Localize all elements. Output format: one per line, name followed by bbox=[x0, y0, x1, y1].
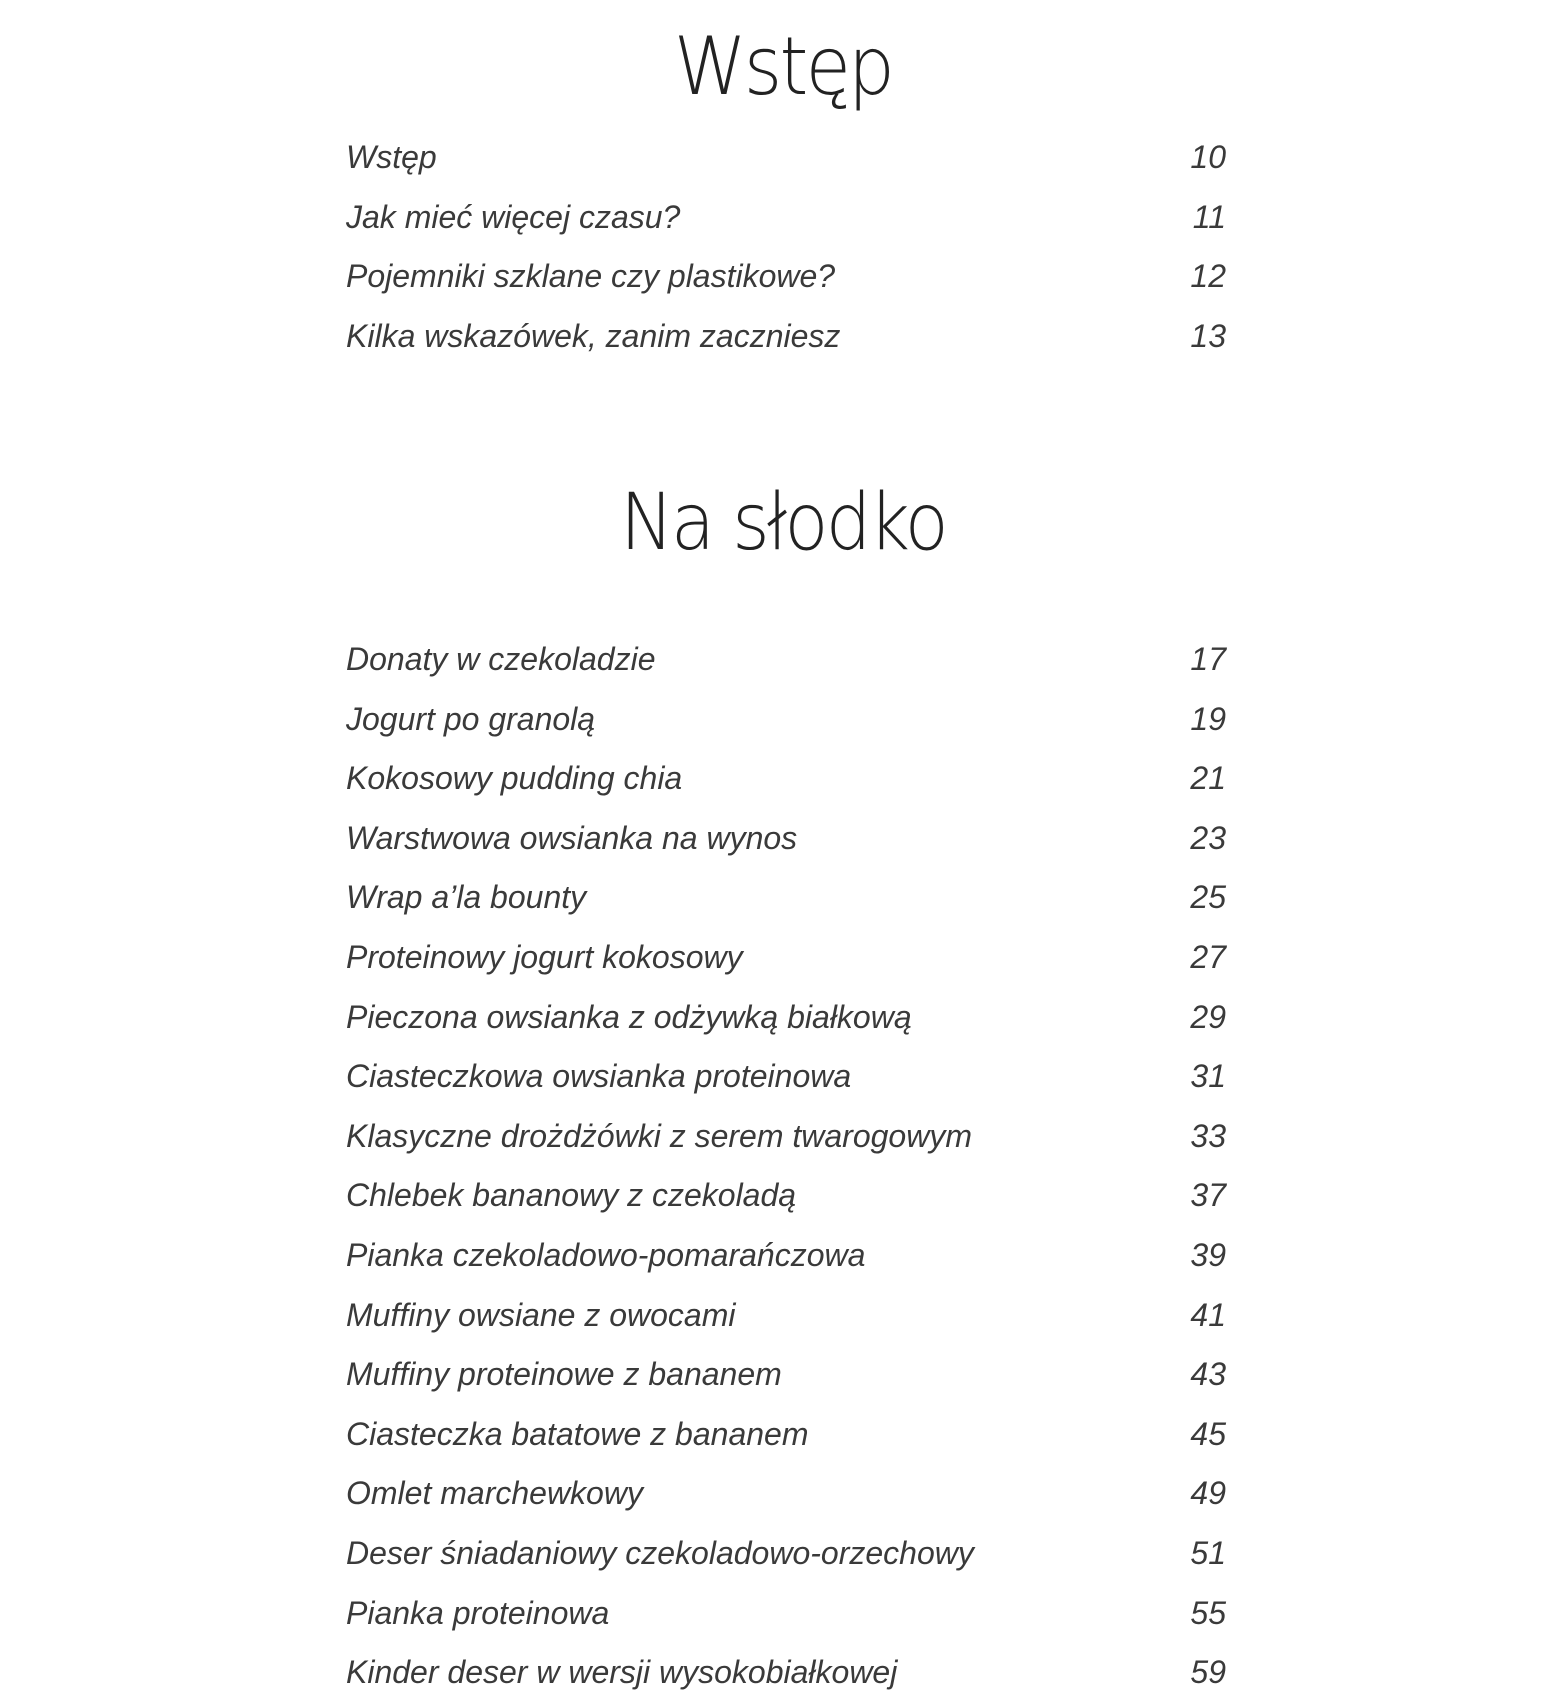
toc-entry-title: Kokosowy pudding chia bbox=[346, 760, 683, 797]
toc-entry[interactable] bbox=[346, 690, 1226, 750]
toc-entry-title: Chlebek bananowy z czekoladą bbox=[346, 1177, 797, 1214]
toc-entry[interactable] bbox=[346, 307, 1226, 367]
toc-entry-page: 39 bbox=[1190, 1236, 1226, 1273]
toc-entry[interactable] bbox=[346, 1047, 1226, 1107]
toc-entry-page: 51 bbox=[1190, 1534, 1226, 1571]
toc-entry[interactable] bbox=[346, 188, 1226, 248]
toc-entry-title: Wrap a’la bounty bbox=[346, 879, 587, 916]
toc-entry[interactable] bbox=[346, 1166, 1226, 1226]
toc-entry-page: 12 bbox=[1190, 258, 1226, 295]
toc-entry-page: 55 bbox=[1190, 1594, 1226, 1631]
toc-entry[interactable] bbox=[346, 749, 1226, 809]
toc-entry-title: Ciasteczka batatowe z bananem bbox=[346, 1415, 809, 1452]
toc-entry[interactable] bbox=[346, 1524, 1226, 1584]
toc-entry-page: 49 bbox=[1190, 1475, 1226, 1512]
toc-entry[interactable] bbox=[346, 1464, 1226, 1524]
toc-entry-title: Muffiny owsiane z owocami bbox=[346, 1296, 736, 1333]
toc-entry-title: Pianka czekoladowo-pomarańczowa bbox=[346, 1236, 866, 1273]
toc-entry-page: 10 bbox=[1190, 139, 1226, 175]
toc-entry-page: 19 bbox=[1190, 700, 1226, 737]
toc-entry[interactable] bbox=[346, 988, 1226, 1048]
toc-entry[interactable] bbox=[346, 809, 1226, 869]
toc-entry-title: Jak mieć więcej czasu? bbox=[346, 198, 681, 235]
toc-entry-page: 23 bbox=[1190, 819, 1226, 856]
toc-entry[interactable] bbox=[346, 868, 1226, 928]
toc-entry-page: 45 bbox=[1190, 1415, 1226, 1452]
toc-entry-page: 13 bbox=[1190, 317, 1226, 354]
toc-entry-page: 17 bbox=[1190, 641, 1226, 677]
toc-entry[interactable] bbox=[346, 630, 1226, 690]
toc-entry-page: 27 bbox=[1190, 938, 1226, 975]
toc-list-intro bbox=[346, 128, 1226, 366]
section-heading-intro: Wstęp bbox=[673, 20, 893, 113]
toc-entry[interactable] bbox=[346, 928, 1226, 988]
toc-entry-title: Donaty w czekoladzie bbox=[346, 641, 656, 677]
toc-entry-page: 21 bbox=[1190, 760, 1226, 797]
toc-entry-title: Pianka proteinowa bbox=[346, 1594, 610, 1631]
toc-entry-page: 37 bbox=[1190, 1177, 1226, 1214]
toc-entry-title: Kinder deser w wersji wysokobiałkowej bbox=[346, 1654, 898, 1691]
toc-entry-page: 33 bbox=[1190, 1117, 1226, 1154]
toc-entry-title: Proteinowy jogurt kokosowy bbox=[346, 938, 743, 975]
toc-entry-page: 41 bbox=[1190, 1296, 1226, 1333]
toc-list-sweet bbox=[346, 630, 1226, 1703]
toc-entry-page: 59 bbox=[1190, 1654, 1226, 1691]
toc-entry-page: 25 bbox=[1190, 879, 1226, 916]
toc-entry[interactable] bbox=[346, 1226, 1226, 1286]
toc-entry-page: 11 bbox=[1192, 198, 1226, 235]
toc-entry-title: Jogurt po granolą bbox=[346, 700, 596, 737]
toc-entry[interactable] bbox=[346, 128, 1226, 188]
toc-entry[interactable] bbox=[346, 1286, 1226, 1346]
toc-entry-page: 29 bbox=[1190, 998, 1226, 1035]
toc-entry-title: Muffiny proteinowe z bananem bbox=[346, 1356, 782, 1393]
toc-entry-title: Wstęp bbox=[346, 139, 437, 175]
toc-entry[interactable] bbox=[346, 1405, 1226, 1465]
toc-entry-page: 43 bbox=[1190, 1356, 1226, 1393]
toc-entry-page: 31 bbox=[1190, 1058, 1226, 1095]
toc-entry-title: Deser śniadaniowy czekoladowo-orzechowy bbox=[346, 1534, 974, 1571]
toc-entry[interactable] bbox=[346, 247, 1226, 307]
toc-entry[interactable] bbox=[346, 1345, 1226, 1405]
toc-entry-title: Kilka wskazówek, zanim zaczniesz bbox=[346, 317, 841, 354]
toc-entry-title: Pieczona owsianka z odżywką białkową bbox=[346, 998, 912, 1035]
toc-entry-title: Klasyczne drożdżówki z serem twarogowym bbox=[346, 1117, 972, 1154]
toc-entry[interactable] bbox=[346, 1643, 1226, 1703]
toc-entry[interactable] bbox=[346, 1107, 1226, 1167]
section-heading-sweet: Na słodko bbox=[620, 478, 946, 568]
toc-entry-title: Warstwowa owsianka na wynos bbox=[346, 819, 798, 856]
toc-entry[interactable] bbox=[346, 1584, 1226, 1644]
toc-entry-title: Ciasteczkowa owsianka proteinowa bbox=[346, 1058, 852, 1095]
toc-entry-title: Pojemniki szklane czy plastikowe? bbox=[346, 258, 836, 295]
toc-entry-title: Omlet marchewkowy bbox=[346, 1475, 643, 1512]
